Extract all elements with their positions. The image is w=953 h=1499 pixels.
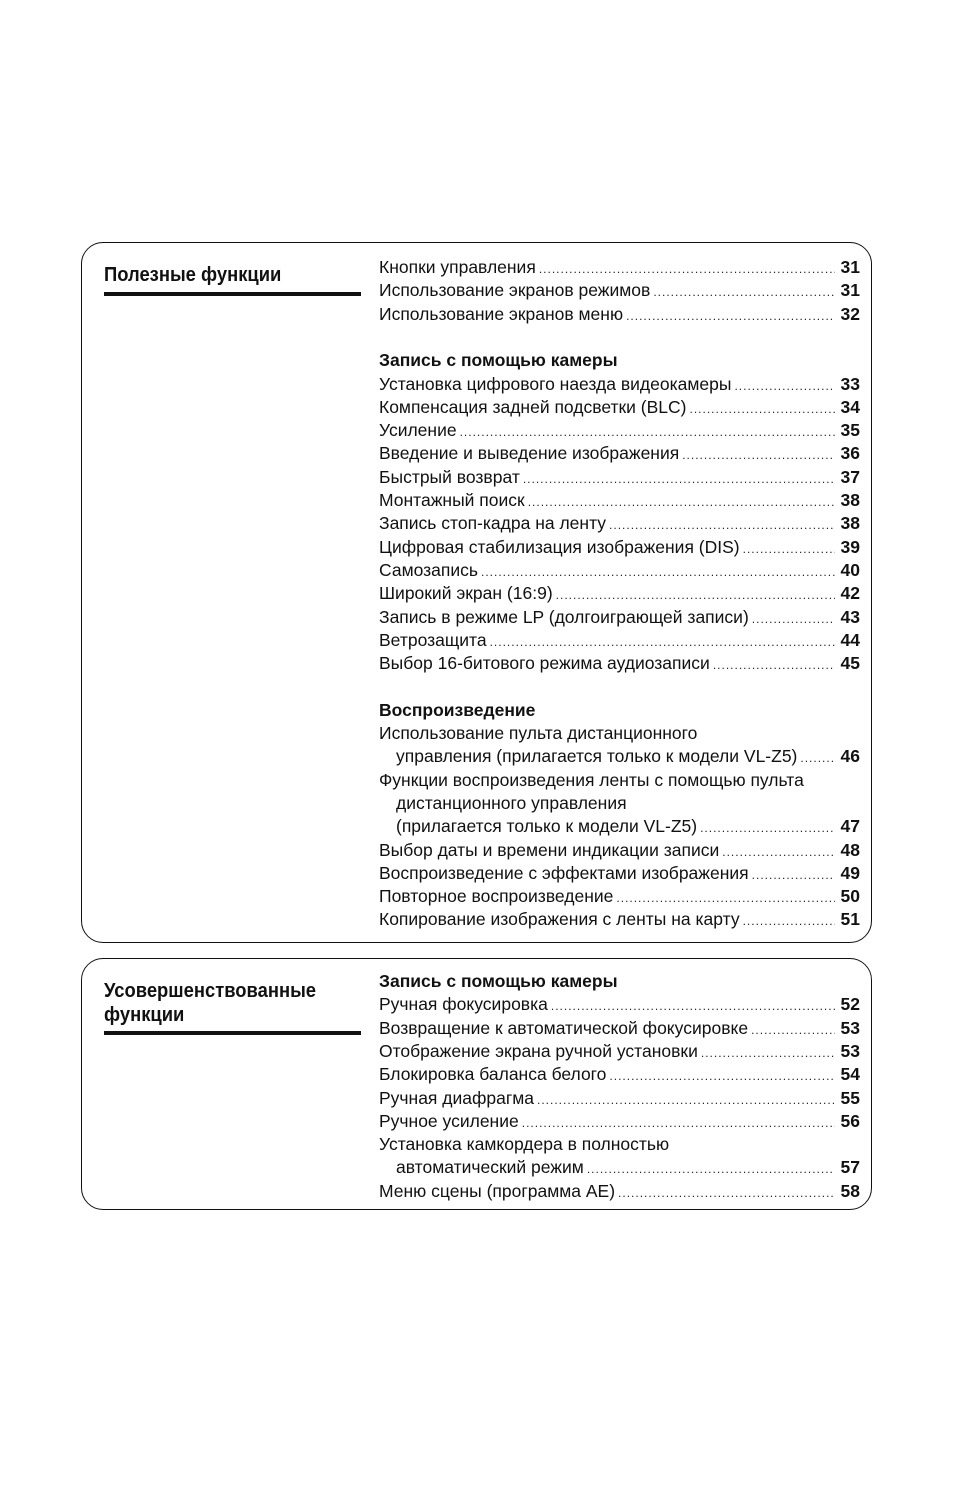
page-number: 35 <box>840 420 860 441</box>
toc-entry-label: Использование пульта дистанционного <box>379 723 698 743</box>
toc-entry <box>379 582 860 605</box>
toc-entry-label: Блокировка баланса белого <box>379 1064 607 1085</box>
toc-entry-label: Ручная фокусировка <box>379 994 548 1015</box>
toc-entry <box>379 1110 860 1133</box>
page-number: 51 <box>840 909 860 930</box>
dot-leader <box>616 887 835 910</box>
toc-entry <box>379 815 860 838</box>
page-number: 38 <box>840 490 860 510</box>
toc-entry <box>379 629 860 652</box>
toc-entry <box>379 885 860 908</box>
toc-entry-label: Установка цифрового наезда видеокамеры <box>379 373 732 394</box>
toc-entry <box>379 489 860 512</box>
dot-leader <box>701 1042 835 1065</box>
toc-line <box>379 722 860 745</box>
dot-leader <box>609 1065 835 1088</box>
toc-entry-label: Воспроизведение с эффектами изображения <box>379 862 749 883</box>
toc-entry <box>379 536 860 559</box>
dot-leader <box>551 995 835 1018</box>
page-number: 53 <box>840 1040 860 1061</box>
section-box-useful-functions <box>81 242 872 943</box>
dot-leader <box>490 631 835 654</box>
toc-entry <box>379 1017 860 1040</box>
toc-entry <box>379 466 860 489</box>
page-number: 36 <box>840 443 860 464</box>
page-number: 32 <box>840 303 860 324</box>
toc-entry-label: Установка камкордера в полностью <box>379 1134 670 1155</box>
page-number: 49 <box>840 862 860 883</box>
toc-entry-label: Запись в режиме LP (долгоиграющей записи) <box>379 606 749 627</box>
page-number: 53 <box>840 1017 860 1038</box>
dot-leader <box>690 398 836 421</box>
dot-leader <box>626 305 835 328</box>
toc-entry <box>379 652 860 675</box>
section-title-rule <box>104 292 361 296</box>
page-number: 37 <box>840 466 860 487</box>
page-number: 48 <box>840 839 860 860</box>
toc-entry-label: Усиление <box>379 420 457 441</box>
toc-entry-label: Выбор даты и времени индикации записи <box>379 839 720 860</box>
toc-entry <box>379 862 860 885</box>
dot-leader <box>528 491 835 514</box>
page-number: 52 <box>840 994 860 1015</box>
page-number: 42 <box>840 583 860 604</box>
dot-leader <box>537 1089 835 1112</box>
subsection-heading-label: Запись с помощью камеры <box>379 971 618 991</box>
toc-entry <box>379 1180 860 1203</box>
toc-entry <box>379 559 860 582</box>
dot-leader <box>609 514 835 537</box>
dot-leader <box>653 281 835 304</box>
toc-entry <box>379 1040 860 1063</box>
dot-leader <box>523 468 835 491</box>
page-number: 31 <box>840 257 860 277</box>
toc-entry <box>379 256 860 279</box>
toc-entry-label: (прилагается только к модели VL-Z5) <box>396 816 698 837</box>
toc-entry <box>379 396 860 419</box>
toc-line <box>379 769 860 792</box>
toc-entry <box>379 419 860 442</box>
page-number: 56 <box>840 1110 860 1131</box>
toc-entry-label: Кнопки управления <box>379 257 536 277</box>
dot-leader <box>460 421 835 444</box>
page-number: 31 <box>840 280 860 301</box>
toc-entry-label: Введение и выведение изображения <box>379 443 680 464</box>
toc-entry <box>379 839 860 862</box>
toc-entry-label: Копирование изображения с ленты на карту <box>379 909 740 930</box>
dot-leader <box>752 608 835 631</box>
subsection-heading <box>379 699 860 722</box>
toc-entry-label: Повторное воспроизведение <box>379 886 614 907</box>
dot-leader <box>743 538 835 561</box>
toc-entry <box>379 373 860 396</box>
toc-entry <box>379 512 860 535</box>
toc-entry-label: Ручная диафрагма <box>379 1087 535 1108</box>
dot-leader <box>682 444 835 467</box>
page-number: 54 <box>840 1064 860 1085</box>
toc-entry-label: автоматический режим <box>396 1157 584 1178</box>
toc-entry-label: Функции воспроизведения ленты с помощью пульта <box>379 769 804 790</box>
dot-leader <box>800 747 835 770</box>
subsection-heading-label: Воспроизведение <box>379 699 536 720</box>
toc-line <box>379 792 860 815</box>
page-number: 46 <box>840 746 860 767</box>
toc-entry <box>379 1063 860 1086</box>
page-number: 55 <box>840 1087 860 1108</box>
page-number: 38 <box>840 513 860 534</box>
toc-entry-label: Возвращение к автоматической фокусировке <box>379 1017 749 1038</box>
toc-entry-label: Монтажный поиск <box>379 490 525 510</box>
toc-entry-label: Использование экранов меню <box>379 303 624 324</box>
page-number: 45 <box>840 653 860 674</box>
dot-leader <box>722 841 835 864</box>
subsection-heading-label: Запись с помощью камеры <box>379 350 618 371</box>
toc-entry <box>379 908 860 931</box>
toc-entry-label: Быстрый возврат <box>379 466 520 487</box>
dot-leader <box>734 375 835 398</box>
toc-line <box>379 1133 860 1156</box>
toc-entry <box>379 993 860 1016</box>
toc-entry-label: Цифровая стабилизация изображения (DIS) <box>379 536 740 557</box>
dot-leader <box>618 1182 835 1205</box>
dot-leader <box>556 584 835 607</box>
section-title: Усовершенствованные функции <box>104 980 317 1026</box>
toc-entry-label: Ручное усиление <box>379 1110 519 1131</box>
toc-entry <box>379 279 860 302</box>
dot-leader <box>539 258 835 281</box>
dot-leader <box>752 864 835 887</box>
toc-entry-label: Использование экранов режимов <box>379 280 651 301</box>
toc-entry-label: Выбор 16-битового режима аудиозаписи <box>379 653 710 674</box>
toc-entry-label: Широкий экран (16:9) <box>379 583 553 604</box>
dot-leader <box>751 1019 835 1042</box>
page-number: 47 <box>840 816 860 837</box>
toc-entry-label: управления (прилагается только к модели VL-Z5) <box>396 746 798 767</box>
section-box-advanced-functions <box>81 958 872 1210</box>
toc-entry-label: дистанционного управления <box>396 792 627 813</box>
toc-entry-label: Меню сцены (программа AE) <box>379 1180 616 1201</box>
section-title-rule <box>104 1031 361 1035</box>
toc-entry-label: Компенсация задней подсветки (BLC) <box>379 396 687 417</box>
page-number: 33 <box>840 373 860 394</box>
toc-entry <box>379 606 860 629</box>
page-number: 50 <box>840 886 860 907</box>
page-number: 57 <box>840 1157 860 1178</box>
page-number: 43 <box>840 606 860 627</box>
toc-entry <box>379 303 860 326</box>
page-number: 34 <box>840 396 860 417</box>
dot-leader <box>743 910 835 933</box>
toc-entry <box>379 1087 860 1110</box>
dot-leader <box>587 1158 835 1181</box>
toc-entry <box>379 442 860 465</box>
toc-entry-label: Запись стоп-кадра на ленту <box>379 513 607 534</box>
subsection-heading <box>379 349 860 372</box>
toc-entry-label: Отображение экрана ручной установки <box>379 1040 698 1061</box>
dot-leader <box>522 1112 835 1135</box>
section-title: Полезные функции <box>104 264 282 286</box>
dot-leader <box>700 817 835 840</box>
subsection-heading <box>379 970 860 993</box>
dot-leader <box>481 561 835 584</box>
toc-entry-label: Ветрозащита <box>379 629 487 650</box>
toc-entry <box>379 745 860 768</box>
toc-entry-label: Самозапись <box>379 559 479 580</box>
dot-leader <box>713 654 835 677</box>
page-number: 39 <box>840 536 860 557</box>
page-number: 40 <box>840 559 860 580</box>
page-number: 58 <box>840 1180 860 1201</box>
page-number: 44 <box>840 629 860 650</box>
toc-entry <box>379 1156 860 1179</box>
